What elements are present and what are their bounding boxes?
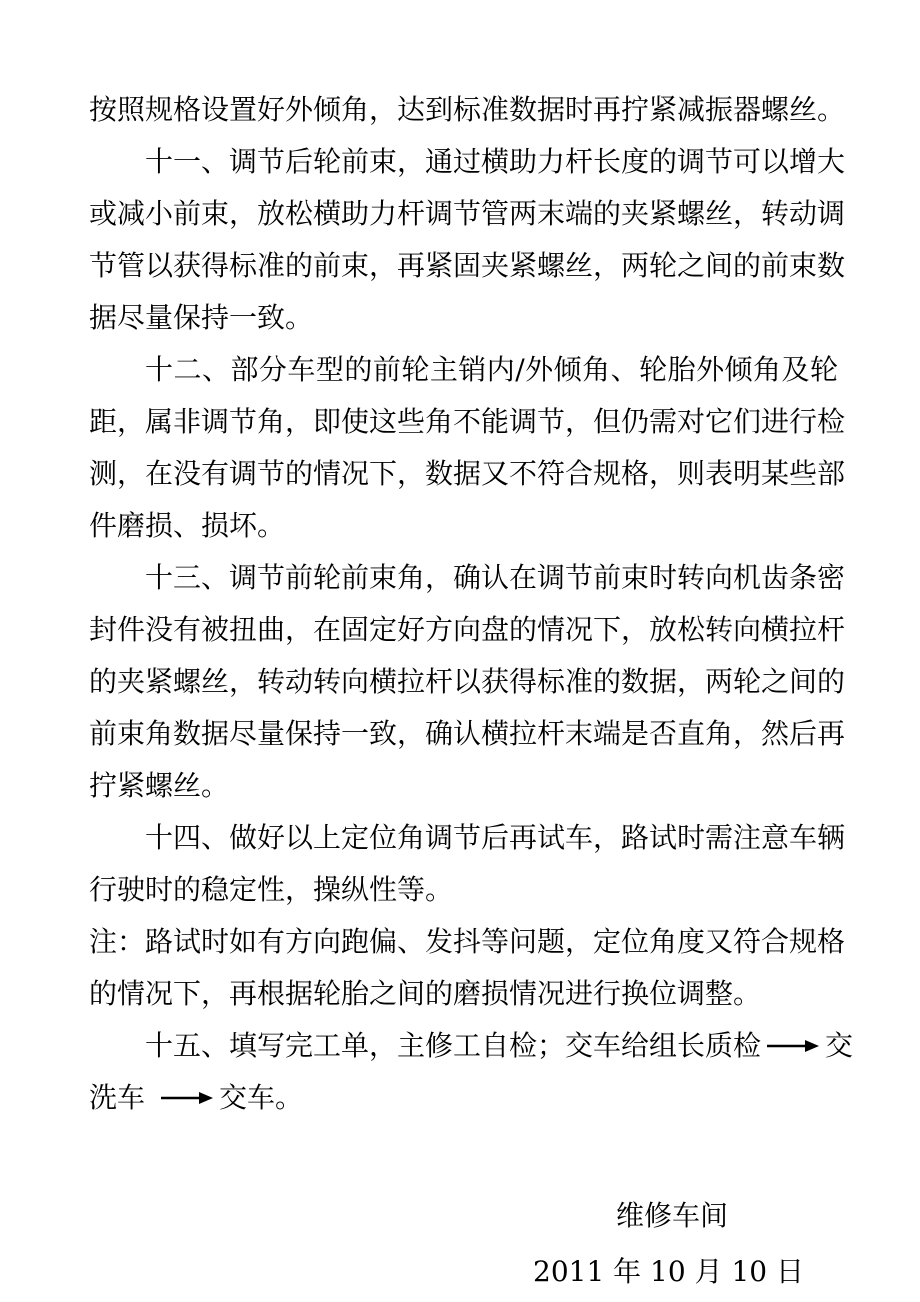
text-line: 测，在没有调节的情况下，数据又不符合规格，则表明某些部 [89,457,846,490]
text-line: 节管以获得标准的前束，再紧固夹紧螺丝，两轮之间的前束数 [89,249,846,282]
p15-text: 十五、填写完工单，主修工自检；交车给组长质检 [145,1029,762,1062]
note-line: 注：路试时如有方向跑偏、发抖等问题，定位角度又符合规格 [89,925,846,958]
note-line: 的情况下，再根据轮胎之间的磨损情况进行换位调整。 [89,977,762,1010]
signature-date: 2011 年 10 月 10 日 [533,1255,805,1288]
text-line: 或减小前束，放松横助力杆调节管两末端的夹紧螺丝，转动调 [89,197,846,230]
p15-start: 洗车 [89,1081,146,1114]
text-line: 封件没有被扭曲，在固定好方向盘的情况下，放松转向横拉杆 [89,613,846,646]
right-arrow-icon [161,1091,213,1105]
department-signature: 维修车间 [616,1199,729,1232]
text-line: 十一、调节后轮前束，通过横助力杆长度的调节可以增大 [145,145,846,178]
text-line: 十三、调节前轮前束角，确认在调节前束时转向机齿条密 [145,561,846,594]
text-line: 的夹紧螺丝，转动转向横拉杆以获得标准的数据，两轮之间的 [89,665,846,698]
text-line: 件磨损、损坏。 [89,509,286,542]
text-line: 十四、做好以上定位角调节后再试车，路试时需注意车辆 [145,821,846,854]
text-line: 前束角数据尽量保持一致，确认横拉杆末端是否直角，然后再 [89,717,846,750]
text-line: 十二、部分车型的前轮主销内/外倾角、轮胎外倾角及轮 [145,353,838,386]
p15-tail: 交 [825,1029,854,1062]
text-line: 距，属非调节角，即使这些角不能调节，但仍需对它们进行检 [89,405,846,438]
p15-line-2 [89,1078,303,1118]
right-arrow-icon [767,1039,819,1053]
text-line: 据尽量保持一致。 [89,301,314,334]
text-line: 行驶时的稳定性，操纵性等。 [89,873,454,906]
p15-line-1 [145,1026,853,1066]
text-line: 按照规格设置好外倾角，达到标准数据时再拧紧减振器螺丝。 [89,93,846,126]
p15-end: 交车。 [219,1081,304,1114]
text-line: 拧紧螺丝。 [89,769,230,802]
